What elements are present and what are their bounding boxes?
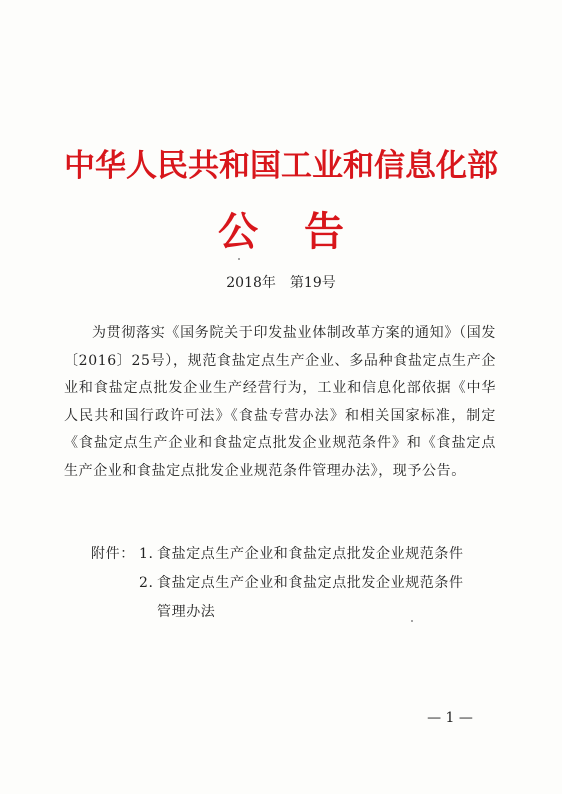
scan-speck [238, 258, 240, 260]
page-number: — 1 — [427, 710, 473, 726]
attachment-number: 1. [139, 546, 154, 562]
attachment-title: 食盐定点生产企业和食盐定点批发企业规范条件 [157, 575, 464, 591]
document-type-title: 公告 [218, 208, 390, 255]
announcement-paragraph: 为贯彻落实《国务院关于印发盐业体制改革方案的通知》（国发〔2016〕25号），规范食盐定点生产企业、多品种食盐定点生产企业和食盐定点批发企业生产经营行为，工业和信息化部依据《中华人民共和国行政许可法》《食盐专营办法》和相关国家标准，制定《食盐定点生产企业和食盐定点批发企业规范条件》和《食盐定点生产企业和食盐定点批发企业规范条件管理办法》，现予公告。 [64, 325, 496, 479]
document-number [0, 272, 562, 292]
attachment-item [91, 540, 511, 569]
attachment-title: 食盐定点生产企业和食盐定点批发企业规范条件 [157, 546, 464, 562]
attachment-item [91, 569, 511, 598]
attachments-label: 附件： [91, 546, 135, 562]
document-year: 2018年 [226, 275, 276, 291]
attachment-number: 2. [139, 575, 154, 591]
attachment-title-continuation: 管理办法 [157, 604, 216, 620]
document-serial: 第19号 [289, 275, 336, 291]
scan-speck [411, 620, 413, 622]
ministry-header: 中华人民共和国工业和信息化部 [64, 148, 498, 184]
attachments-list [91, 540, 511, 627]
